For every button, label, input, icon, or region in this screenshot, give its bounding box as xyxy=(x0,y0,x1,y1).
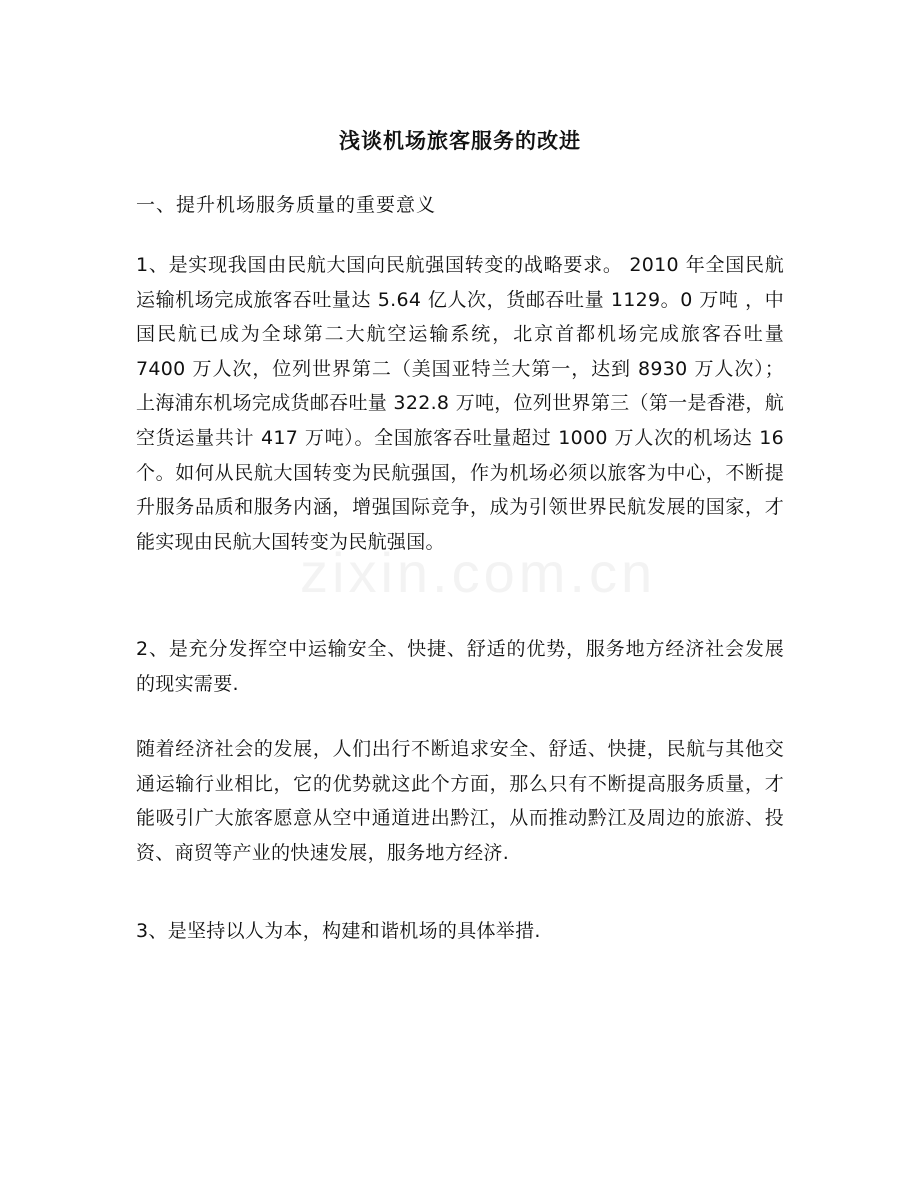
paragraph-2: 2、是充分发挥空中运输安全、快捷、舒适的优势，服务地方经济社会发展的现实需要. xyxy=(136,638,784,695)
paragraph-3: 随着经济社会的发展，人们出行不断追求安全、舒适、快捷，民航与其他交通运输行业相比，它的优势就这此个方面，那么只有不断提高服务质量，才能吸引广大旅客愿意从空中通道进出黔江，从而推动黔江及周边的旅游、投资、商贸等产业的快速发展，服务地方经济. xyxy=(136,738,784,864)
watermark: zixin.com.cn xyxy=(300,541,657,604)
document-title: 浅谈机场旅客服务的改进 xyxy=(339,129,581,153)
paragraph-4: 3、是坚持以人为本，构建和谐机场的具体举措. xyxy=(136,920,541,942)
paragraph-1: 1、是实现我国由民航大国向民航强国转变的战略要求。 2010 年全国民航运输机场完成旅客吞吐量达 5.64 亿人次，货邮吞吐量 1129。0 万吨 ，中国民航已成为全球第二大航空运输系统，北京首都机场完成旅客吞吐量 7400 万人次，位列世界第二（美国亚特兰大第一，达到 8930 万人次）；上海浦东机场完成货邮吞吐量 322.8 万吨，位列世界第三（第一是香港，航空货运量共计 417 万吨）。全国旅客吞吐量超过 1000 万人次的机场达 16 个。如何从民航大国转变为民航强国，作为机场必须以旅客为中心，不断提升服务品质和服务内涵，增强国际竞争，成为引领世界民航发展的国家，才能实现由民航大国转变为民航强国。 xyxy=(136,254,784,553)
section-heading: 一、提升机场服务质量的重要意义 xyxy=(136,194,437,216)
